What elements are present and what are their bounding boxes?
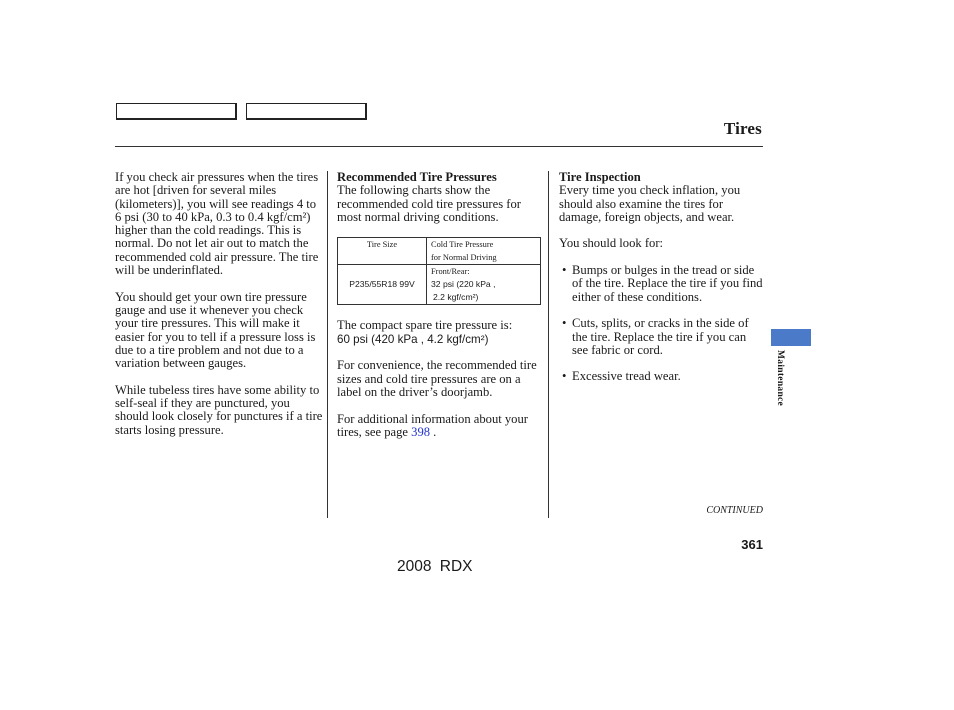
continued-label: CONTINUED [706,505,763,516]
table-cell-tire-size: P235/55R18 99V [338,265,427,305]
paragraph-tubeless-tires: While tubeless tires have some ability to self-seal if they are punctured, you should look closely for punctures if a tire starts losing pressure. [115,382,323,437]
column-2 [337,171,543,452]
column-divider-2 [548,171,549,518]
paragraph-hot-tires: If you check air pressures when the tires are hot [driven for several miles (kilometers)], you will see readings 4 to 6 psi (30 to 40 kPa, 0.3 to 0.4 kgf/cm²) higher than the cold readings. This is normal. Do not let air out to match the recommended cold air pressure. The tire will be underinflated. [115,170,319,278]
heading-recommended-pressures: Recommended Tire Pressures [337,170,497,184]
header-rule [115,146,763,147]
paragraph-more-info: For additional information about your tires, see page 398 . [337,411,528,439]
nav-button-index[interactable] [246,103,367,120]
section-label-maintenance: Maintenance [775,350,785,407]
list-item: • Cuts, splits, or cracks in the side of the tire. Replace the tire if you can see fabric or cord. [559,317,765,357]
inspection-list [559,264,765,384]
paragraph-charts-intro: The following charts show the recommended cold tire pressures for most normal driving conditions. [337,183,521,224]
model-name: 2008 RDX [397,558,473,575]
table-cell-pressure: Front/Rear: 32 psi (220 kPa , 2.2 kgf/cm²) [427,265,541,305]
heading-tire-inspection: Tire Inspection [559,170,641,184]
page-title: Tires [723,119,762,138]
paragraph-look-for: You should look for: [559,236,664,251]
page-number: 361 [741,537,763,552]
page-reference-link[interactable]: 398 [411,424,431,439]
list-item: • Bumps or bulges in the tread or side of the tire. Replace the tire if you find either of these conditions. [559,264,765,304]
column-divider-1 [327,171,328,518]
tire-pressure-table [337,237,541,305]
spare-pressure-label: The compact spare tire pressure is: [337,318,513,333]
section-tab-marker [771,329,811,346]
spare-pressure-value: 60 psi (420 kPa , 4.2 kgf/cm²) [337,332,489,346]
paragraph-pressure-gauge: You should get your own tire pressure gauge and use it whenever you check your tire pressures. This will make it easier for you to tell if a pressure loss is due to a tire problem and not due to a variation between gauges. [115,289,316,371]
column-3 [559,171,765,397]
paragraph-inspection-intro: Every time you check inflation, you should also examine the tires for damage, foreign objects, and wear. [559,183,741,224]
paragraph-doorjamb-label: For convenience, the recommended tire sizes and cold tire pressures are on a label on the driver’s doorjamb. [337,358,537,399]
column-1 [115,171,323,450]
table-header-tire-size: Tire Size [338,238,427,265]
nav-button-main-menu[interactable] [116,103,237,120]
list-item: • Excessive tread wear. [559,370,765,383]
table-header-cold-pressure: Cold Tire Pressure for Normal Driving [427,238,541,265]
